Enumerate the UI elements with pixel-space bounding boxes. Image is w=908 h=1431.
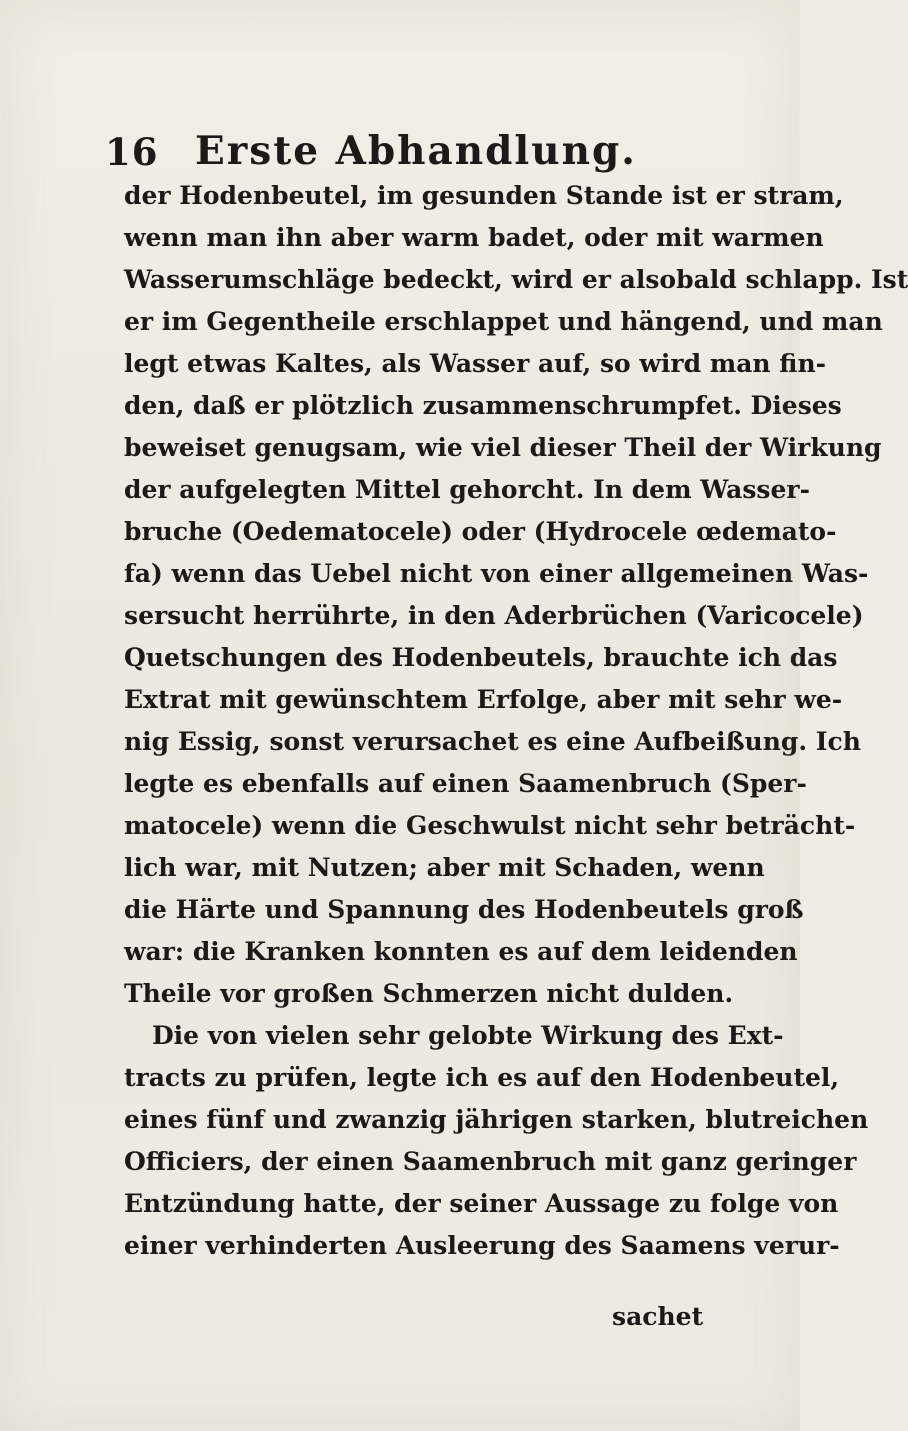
running-title: Erste Abhandlung.	[195, 128, 637, 174]
text-line: die Härte und Spannung des Hodenbeutels groß	[124, 895, 804, 924]
text-line: Extrat mit gewünschtem Erfolge, aber mit sehr we-	[124, 685, 843, 714]
text-line: Officiers, der einen Saamenbruch mit ganz geringer	[124, 1147, 857, 1176]
text-line: Quetschungen des Hodenbeutels, brauchte ich das	[124, 643, 838, 672]
text-line: den, daß er plötzlich zusammenschrumpfet. Dieses	[124, 391, 842, 420]
text-line: einer verhinderten Ausleerung des Saamens verur-	[124, 1231, 840, 1260]
text-line: war: die Kranken konnten es auf dem leidenden	[124, 937, 798, 966]
text-line: matocele) wenn die Geschwulst nicht sehr beträcht-	[124, 811, 856, 840]
text-line: er im Gegentheile erschlappet und hängend, und man	[124, 307, 883, 336]
text-line: fa) wenn das Uebel nicht von einer allgemeinen Was-	[124, 559, 869, 588]
text-line: tracts zu prüfen, legte ich es auf den Hodenbeutel,	[124, 1063, 840, 1092]
text-line: Wasserumschläge bedeckt, wird er alsobald schlapp. Ist	[124, 265, 908, 294]
text-line: Die von vielen sehr gelobte Wirkung des Ext-	[152, 1021, 784, 1050]
body-text	[124, 175, 908, 1267]
page-number: 16	[105, 130, 159, 174]
text-line: bruche (Oedematocele) oder (Hydrocele œdemato-	[124, 517, 837, 546]
text-line: sersucht herrührte, in den Aderbrüchen (Varicocele)	[124, 601, 864, 630]
text-line: Theile vor großen Schmerzen nicht dulden.	[124, 979, 734, 1008]
text-line: legt etwas Kaltes, als Wasser auf, so wird man fin-	[124, 349, 827, 378]
text-line: der aufgelegten Mittel gehorcht. In dem Wasser-	[124, 475, 810, 504]
text-line: legte es ebenfalls auf einen Saamenbruch (Sper-	[124, 769, 807, 798]
text-line: nig Essig, sonst verursachet es eine Aufbeißung. Ich	[124, 727, 861, 756]
catchword: sachet	[612, 1302, 704, 1331]
text-line: lich war, mit Nutzen; aber mit Schaden, wenn	[124, 853, 765, 882]
text-line: wenn man ihn aber warm badet, oder mit warmen	[124, 223, 824, 252]
text-line: beweiset genugsam, wie viel dieser Theil der Wirkung	[124, 433, 882, 462]
page-header	[105, 128, 725, 178]
text-line: der Hodenbeutel, im gesunden Stande ist er stram,	[124, 181, 844, 210]
text-line: eines fünf und zwanzig jährigen starken, blutreichen	[124, 1105, 869, 1134]
text-line: Entzündung hatte, der seiner Aussage zu folge von	[124, 1189, 839, 1218]
